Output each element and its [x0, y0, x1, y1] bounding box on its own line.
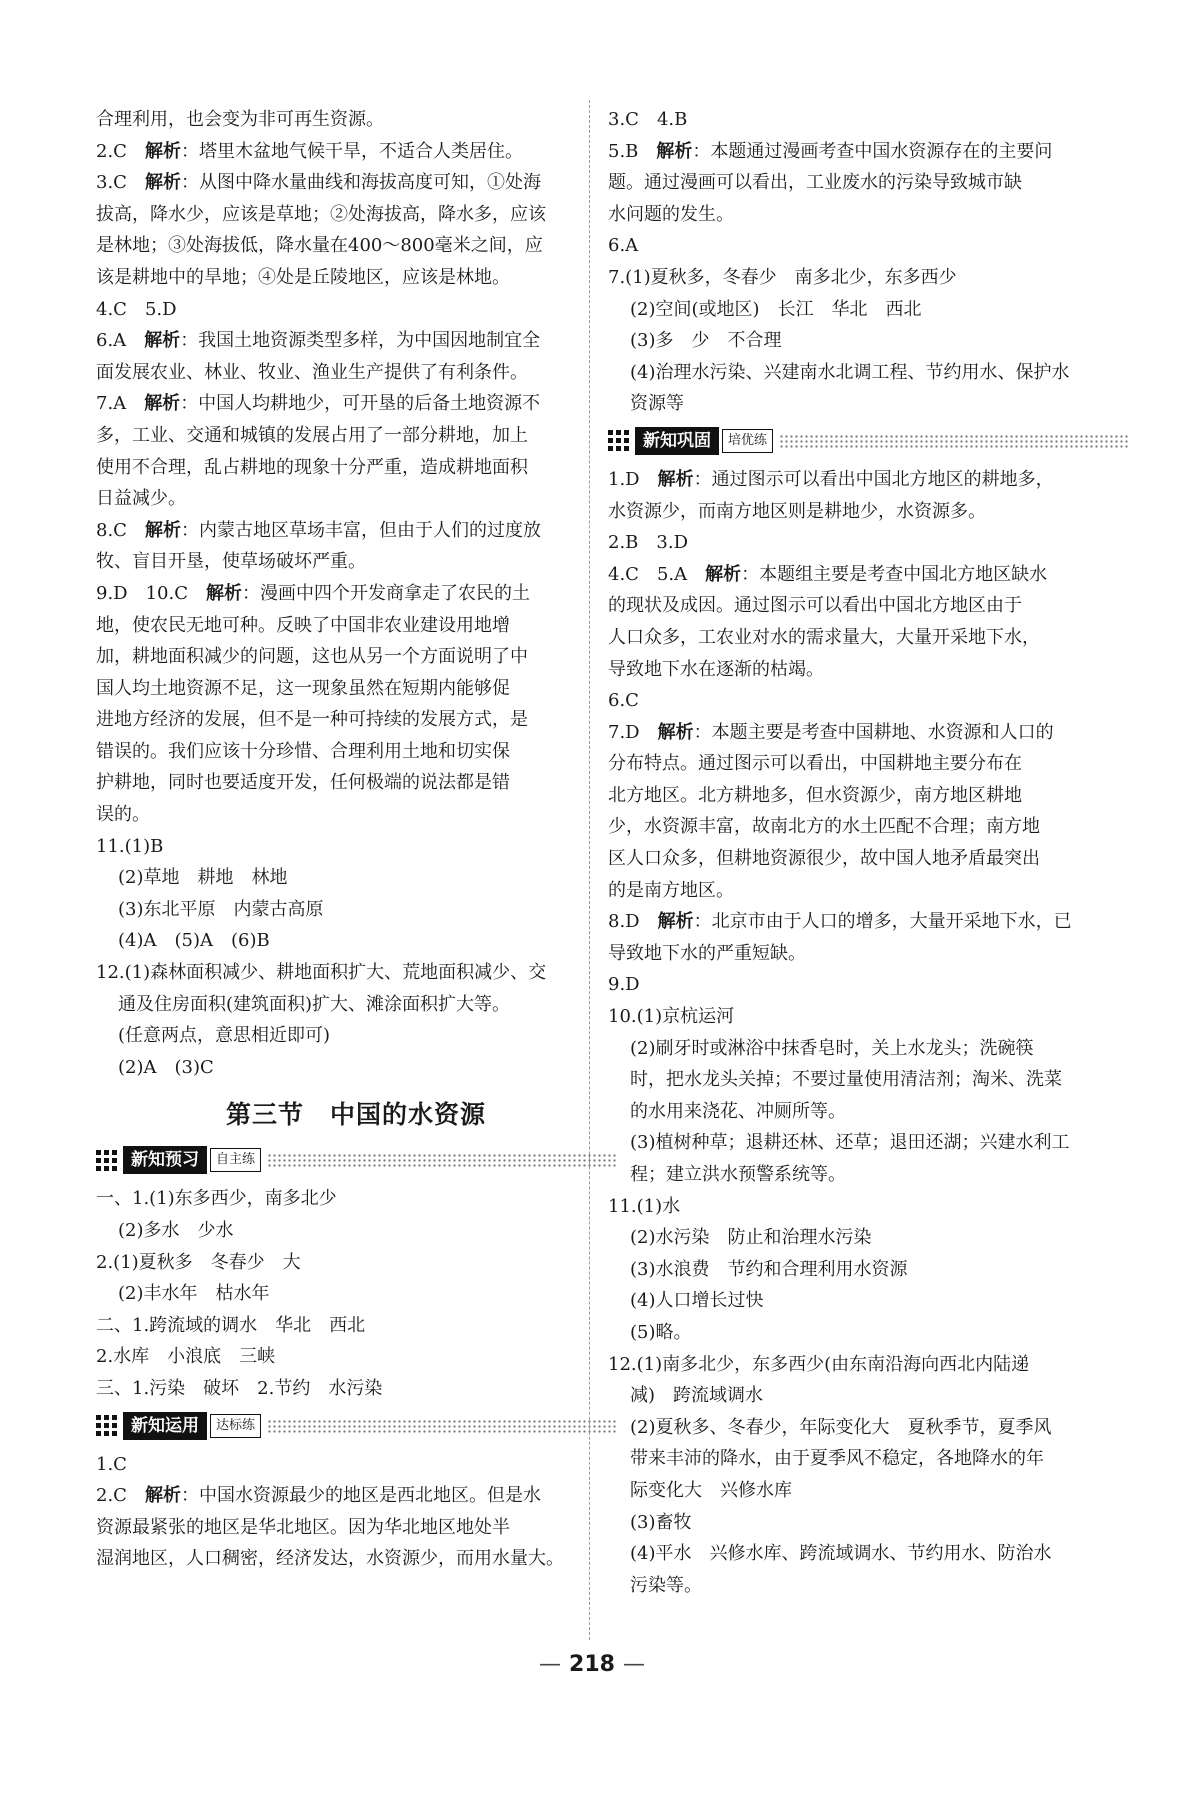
banner-apply [96, 1411, 616, 1441]
answer-line: 使用不合理，乱占耕地的现象十分严重，造成耕地面积 [96, 456, 528, 478]
answer-text: ：北京市由于人口的增多，大量开采地下水，已 [693, 911, 1072, 933]
answer-line: 3.C 4.B [608, 109, 688, 130]
answer-line: 人口众多，工农业对水的需求量大，大量开采地下水， [608, 626, 1040, 648]
analysis-label: 解析 [144, 172, 181, 194]
answer-line: (5)略。 [630, 1321, 692, 1343]
answer-line [96, 515, 616, 547]
answer-line: 面发展农业、林业、牧业、渔业生产提供了有利条件。 [96, 361, 528, 383]
analysis-label: 解析 [705, 563, 742, 585]
answer-text: 7.A [96, 393, 145, 415]
analysis-label: 解析 [144, 1485, 181, 1507]
page-number [0, 1652, 1184, 1677]
answer-line: (2)草地 耕地 林地 [118, 867, 288, 889]
left-answers-block-2 [96, 1183, 616, 1404]
answer-text: 6.A [96, 330, 145, 352]
answer-line: 际变化大 兴修水库 [630, 1479, 792, 1501]
answer-line: 湿润地区，人口稠密，经济发达，水资源少，而用水量大。 [96, 1548, 564, 1570]
answer-line: 一、1.(1)东多西少，南多北少 [96, 1188, 337, 1210]
answer-text: ：从图中降水量曲线和海拔高度可知，①处海 [180, 172, 541, 194]
answer-line: (3)多 少 不合理 [630, 330, 782, 352]
left-answers-block-3 [96, 1449, 616, 1575]
answer-text: ：塔里木盆地气候干旱，不适合人类居住。 [180, 140, 523, 162]
analysis-label: 解析 [657, 911, 694, 933]
answer-text: ：本题主要是考查中国耕地、水资源和人口的 [693, 721, 1054, 743]
answer-line [96, 325, 616, 357]
analysis-label: 解析 [144, 140, 181, 162]
answer-text: ：中国水资源最少的地区是西北地区。但是水 [180, 1485, 541, 1507]
answer-line: 7.(1)夏秋多，冬春少 南多北少，东多西少 [608, 266, 957, 288]
answer-text: ：我国土地资源类型多样，为中国因地制宜全 [180, 330, 541, 352]
banner-dotted-rule [779, 434, 1128, 448]
answer-text: ：内蒙古地区草场丰富，但由于人们的过度放 [180, 519, 541, 541]
answer-text: 1.D [608, 468, 658, 490]
column-divider [589, 100, 590, 1640]
banner-consolidate [608, 426, 1128, 456]
answer-text: 2.C [96, 1485, 145, 1507]
answer-line: 6.C [608, 690, 639, 712]
answer-line: 减) 跨流域调水 [630, 1385, 764, 1407]
answer-line: 11.(1)B [96, 835, 164, 857]
banner-preview [96, 1145, 616, 1175]
dots-icon [96, 1415, 120, 1436]
answer-line: (4)A (5)A (6)B [118, 930, 270, 952]
answer-line: 2.(1)夏秋多 冬春少 大 [96, 1251, 301, 1273]
answer-line: (3)水浪费 节约和合理利用水资源 [630, 1258, 908, 1280]
answer-line: 资源等 [630, 393, 684, 415]
page-number-value: 218 [569, 1652, 615, 1677]
answer-text: ：本题组主要是考查中国北方地区缺水 [741, 563, 1048, 585]
answer-line [96, 167, 616, 199]
banner-title: 新知运用 [123, 1412, 207, 1440]
answer-line: 合理利用，也会变为非可再生资源。 [96, 109, 384, 130]
dots-icon [96, 1150, 120, 1171]
answer-line: 的现状及成因。通过图示可以看出中国北方地区由于 [608, 595, 1022, 617]
watermark-logo [1008, 1716, 1178, 1794]
banner-dotted-rule [267, 1419, 616, 1433]
answer-line: 4.C 5.D [96, 298, 177, 320]
answer-line [608, 906, 1128, 938]
answer-line: 时，把水龙头关掉；不要过量使用清洁剂；淘米、洗菜 [630, 1069, 1062, 1091]
answer-line: 水资源少，而南方地区则是耕地少，水资源多。 [608, 500, 986, 522]
answer-line: 国人均土地资源不足，这一现象虽然在短期内能够促 [96, 677, 510, 699]
answer-line [96, 136, 616, 168]
answer-line: (任意两点，意思相近即可) [118, 1025, 331, 1047]
answer-line: 误的。 [96, 804, 150, 826]
answer-line: 6.A [608, 235, 639, 257]
answer-text: 5.B [608, 140, 657, 162]
answer-line: (4)平水 兴修水库、跨流域调水、节约用水、防治水 [630, 1543, 1052, 1565]
answer-line: 污染等。 [630, 1574, 702, 1596]
answer-line: (2)刷牙时或淋浴中抹香皂时，关上水龙头；洗碗筷 [630, 1037, 1034, 1059]
answer-line [96, 388, 616, 420]
answer-text: 4.C 5.A [608, 563, 706, 585]
answer-line: 的水用来浇花、冲厕所等。 [630, 1100, 846, 1122]
banner-title: 新知巩固 [635, 427, 719, 455]
answer-line: 的是南方地区。 [608, 879, 734, 901]
answer-line: 该是耕地中的旱地；④处是丘陵地区，应该是林地。 [96, 266, 510, 288]
answer-line: 题。通过漫画可以看出，工业废水的污染导致城市缺 [608, 172, 1022, 194]
dots-icon [608, 430, 632, 451]
answer-line [608, 559, 1128, 591]
banner-subtitle: 自主练 [210, 1148, 261, 1172]
answer-line: 错误的。我们应该十分珍惜、合理利用土地和切实保 [96, 740, 510, 762]
answer-line: 区人口众多，但耕地资源很少，故中国人地矛盾最突出 [608, 848, 1040, 870]
answer-text: 8.C [96, 519, 145, 541]
answer-line: (2)丰水年 枯水年 [118, 1283, 270, 1305]
answer-line [608, 717, 1128, 749]
left-column [96, 104, 616, 1575]
answer-line: 少，水资源丰富，故南北方的水土匹配不合理；南方地 [608, 816, 1040, 838]
page-number-dash: — [622, 1652, 645, 1677]
answer-line: (3)畜牧 [630, 1511, 692, 1533]
answer-line: 导致地下水的严重短缺。 [608, 942, 806, 964]
answer-line: (2)多水 少水 [118, 1220, 234, 1241]
answer-line: (3)东北平原 内蒙古高原 [118, 898, 324, 920]
answer-line: 资源最紧张的地区是华北地区。因为华北地区地处半 [96, 1516, 510, 1538]
answer-text: 9.D 10.C [96, 582, 207, 604]
answer-line: (2)水污染 防止和治理水污染 [630, 1227, 872, 1249]
answer-line: (2)夏秋多、冬春少，年际变化大 夏秋季节，夏季风 [630, 1416, 1052, 1438]
answer-line: 2.B 3.D [608, 532, 689, 554]
answer-line: 三、1.污染 破坏 2.节约 水污染 [96, 1377, 383, 1399]
answer-text: 2.C [96, 140, 145, 162]
answer-text: ：中国人均耕地少，可开垦的后备土地资源不 [180, 393, 541, 415]
answer-line: (3)植树种草；退耕还林、还草；退田还湖；兴建水利工 [630, 1132, 1070, 1154]
answer-line: (4)人口增长过快 [630, 1290, 764, 1312]
answer-line: 日益减少。 [96, 488, 186, 510]
answer-line: 拔高，降水少，应该是草地；②处海拔高，降水多，应该 [96, 203, 546, 225]
answer-line [608, 136, 1128, 168]
section-title: 第三节 中国的水资源 [225, 1100, 486, 1130]
answer-text: ：通过图示可以看出中国北方地区的耕地多， [693, 468, 1054, 490]
answer-line [608, 464, 1128, 496]
answer-line: 11.(1)水 [608, 1195, 681, 1217]
answer-text: ：本题通过漫画考查中国水资源存在的主要问 [692, 140, 1053, 162]
answer-line: 牧、盲目开垦，使草场破坏严重。 [96, 551, 366, 573]
answer-line: 1.C [96, 1453, 127, 1475]
answer-text: 7.D [608, 721, 658, 743]
answer-line: (2)空间(或地区) 长江 华北 西北 [630, 298, 922, 320]
right-answers-block-2 [608, 464, 1128, 1601]
banner-dotted-rule [267, 1153, 616, 1167]
analysis-label: 解析 [657, 468, 694, 490]
right-column [608, 104, 1128, 1601]
answer-line: 二、1.跨流域的调水 华北 西北 [96, 1314, 366, 1336]
answer-line: 程；建立洪水预警系统等。 [630, 1164, 846, 1185]
answer-line: 护耕地，同时也要适度开发，任何极端的说法都是错 [96, 772, 510, 794]
answer-line [96, 1480, 616, 1512]
answer-line: 带来丰沛的降水，由于夏季风不稳定，各地降水的年 [630, 1448, 1044, 1470]
analysis-label: 解析 [144, 393, 181, 415]
answer-line: 分布特点。通过图示可以看出，中国耕地主要分布在 [608, 753, 1022, 775]
answer-line [96, 578, 616, 610]
analysis-label: 解析 [657, 721, 694, 743]
answer-line: 水问题的发生。 [608, 203, 734, 225]
answer-line: (2)A (3)C [118, 1056, 214, 1078]
page-number-dash: — [539, 1652, 562, 1677]
answer-text: 8.D [608, 911, 658, 933]
analysis-label: 解析 [144, 519, 181, 541]
answer-line: 12.(1)南多北少，东多西少(由东南沿海向西北内陆递 [608, 1353, 1030, 1375]
analysis-label: 解析 [206, 582, 243, 604]
answer-line: 地，使农民无地可种。反映了中国非农业建设用地增 [96, 614, 510, 636]
banner-subtitle: 培优练 [722, 429, 773, 453]
banner-subtitle: 达标练 [210, 1414, 261, 1438]
answer-line: (4)治理水污染、兴建南水北调工程、节约用水、保护水 [630, 361, 1070, 383]
analysis-label: 解析 [656, 140, 693, 162]
answer-line: 10.(1)京杭运河 [608, 1006, 735, 1028]
analysis-label: 解析 [144, 330, 181, 352]
answer-line: 2.水库 小浪底 三峡 [96, 1346, 276, 1368]
banner-title: 新知预习 [123, 1146, 207, 1174]
answer-text: ：漫画中四个开发商拿走了农民的土 [242, 582, 531, 604]
answer-line: 进地方经济的发展，但不是一种可持续的发展方式，是 [96, 709, 528, 731]
answer-line: 12.(1)森林面积减少、耕地面积扩大、荒地面积减少、交 [96, 962, 547, 984]
answer-line: 通及住房面积(建筑面积)扩大、滩涂面积扩大等。 [118, 993, 511, 1015]
answer-line: 加，耕地面积减少的问题，这也从另一个方面说明了中 [96, 646, 528, 668]
left-answers-block-1 [96, 104, 616, 1083]
answer-line: 9.D [608, 974, 640, 996]
answer-text: 3.C [96, 172, 145, 194]
answer-line: 北方地区。北方耕地多，但水资源少，南方地区耕地 [608, 784, 1022, 806]
answer-line: 多，工业、交通和城镇的发展占用了一部分耕地，加上 [96, 424, 528, 446]
answer-line: 是林地；③处海拔低，降水量在400～800毫米之间，应 [96, 235, 543, 257]
right-answers-block-1 [608, 104, 1128, 420]
answer-line: 导致地下水在逐渐的枯竭。 [608, 658, 824, 680]
